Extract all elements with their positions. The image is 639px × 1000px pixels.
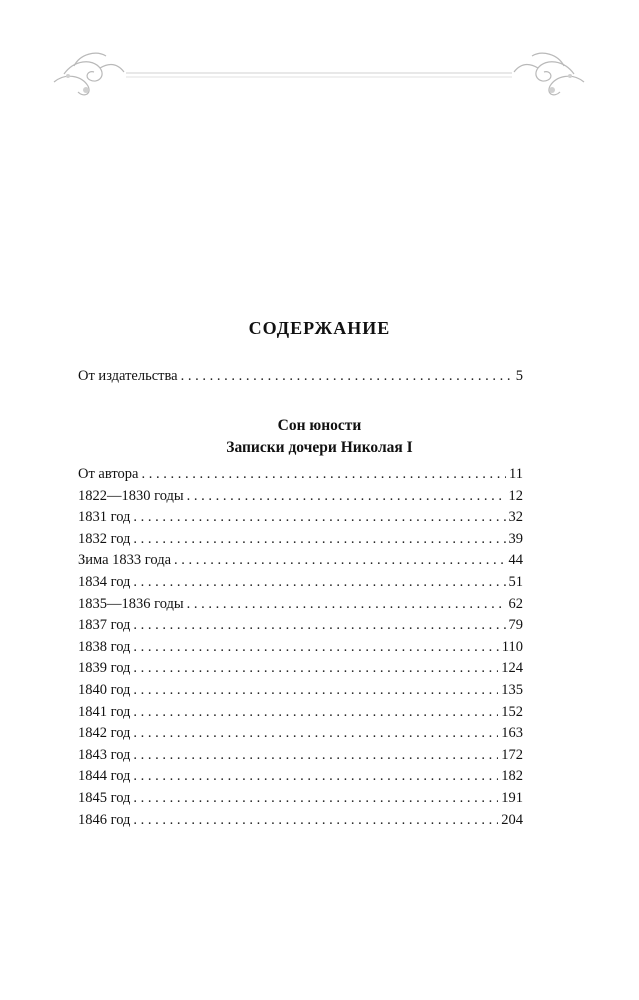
toc-entry-title: 1831 год	[78, 509, 131, 526]
toc-entry	[78, 615, 523, 637]
toc-entry-page: 44	[508, 552, 523, 569]
dot-leader	[187, 486, 506, 508]
toc-entry-page: 12	[508, 487, 523, 504]
toc-entry-title: 1832 год	[78, 530, 131, 547]
toc-entry-page: 135	[501, 681, 523, 698]
toc-entry	[78, 572, 523, 594]
toc-entry-page: 39	[508, 530, 523, 547]
dot-leader	[133, 529, 505, 551]
dot-leader	[133, 702, 498, 724]
dot-leader	[174, 550, 505, 572]
toc-entry-page: 124	[501, 660, 523, 677]
toc-entry-page: 110	[501, 638, 523, 655]
dot-leader	[133, 723, 498, 745]
toc-entry	[78, 788, 523, 810]
toc-entry-title: 1838 год	[78, 638, 131, 655]
dot-leader	[141, 464, 506, 486]
section-title: Сон юности	[277, 417, 362, 434]
toc-entry-page: 5	[515, 368, 523, 384]
toc-entry	[78, 723, 523, 745]
toc-entry-page: 182	[501, 768, 523, 785]
toc-entry-page: 79	[508, 617, 523, 634]
toc-entry-title: 1846 год	[78, 811, 131, 828]
toc-entry	[78, 594, 523, 616]
toc-entry	[78, 766, 523, 788]
toc-entry-title: 1844 год	[78, 768, 131, 785]
toc-entry	[78, 464, 523, 486]
toc-entry-list	[0, 464, 639, 831]
toc-entry-page: 163	[501, 725, 523, 742]
toc-entry	[78, 486, 523, 508]
dot-leader	[133, 788, 498, 810]
toc-entry-title: От автора	[78, 466, 139, 482]
toc-entry-title: 1822—1830 годы	[78, 487, 184, 504]
toc-entry-page: 204	[501, 811, 523, 828]
dot-leader	[133, 766, 498, 788]
toc-entry	[78, 810, 523, 832]
toc-entry	[78, 745, 523, 767]
dot-leader	[133, 637, 498, 659]
toc-entry-title: 1837 год	[78, 617, 131, 634]
dot-leader	[133, 745, 498, 767]
toc-entry	[78, 702, 523, 724]
toc-entry-title: 1843 год	[78, 746, 131, 763]
toc-entry-title: 1842 год	[78, 725, 131, 742]
dot-leader	[187, 594, 506, 616]
toc-entry-title: 1845 год	[78, 789, 131, 806]
dot-leader	[133, 507, 505, 529]
toc-entry	[78, 637, 523, 659]
decorative-flourish-border-icon	[44, 42, 594, 102]
dot-leader	[133, 658, 498, 680]
toc-entry-page: 51	[508, 573, 523, 590]
toc-entry-page: 11	[509, 466, 523, 482]
toc-entry-title: От издательства	[78, 368, 178, 384]
dot-leader	[133, 572, 505, 594]
dot-leader	[181, 366, 513, 386]
toc-entry-title: 1841 год	[78, 703, 131, 720]
section-subtitle: Записки дочери Николая I	[226, 439, 413, 456]
toc-entry-page: 191	[501, 789, 523, 806]
toc-entry-title: 1834 год	[78, 573, 131, 590]
toc-entry-title: 1840 год	[78, 681, 131, 698]
toc-entry	[78, 550, 523, 572]
toc-entry-page: 32	[508, 509, 523, 526]
dot-leader	[133, 810, 498, 832]
page-title: СОДЕРЖАНИЕ	[248, 318, 391, 338]
toc-entry-title: 1835—1836 годы	[78, 595, 184, 612]
toc-entry-page: 152	[501, 703, 523, 720]
toc-entry-title: 1839 год	[78, 660, 131, 677]
toc-entry	[78, 529, 523, 551]
toc-entry	[78, 680, 523, 702]
dot-leader	[133, 615, 505, 637]
toc-entry-publisher-note	[78, 366, 523, 386]
toc-entry	[78, 507, 523, 529]
toc-entry-title: Зима 1833 года	[78, 552, 172, 569]
dot-leader	[133, 680, 498, 702]
toc-entry	[78, 658, 523, 680]
toc-entry-page: 62	[508, 595, 523, 612]
toc-entry-page: 172	[501, 746, 523, 763]
